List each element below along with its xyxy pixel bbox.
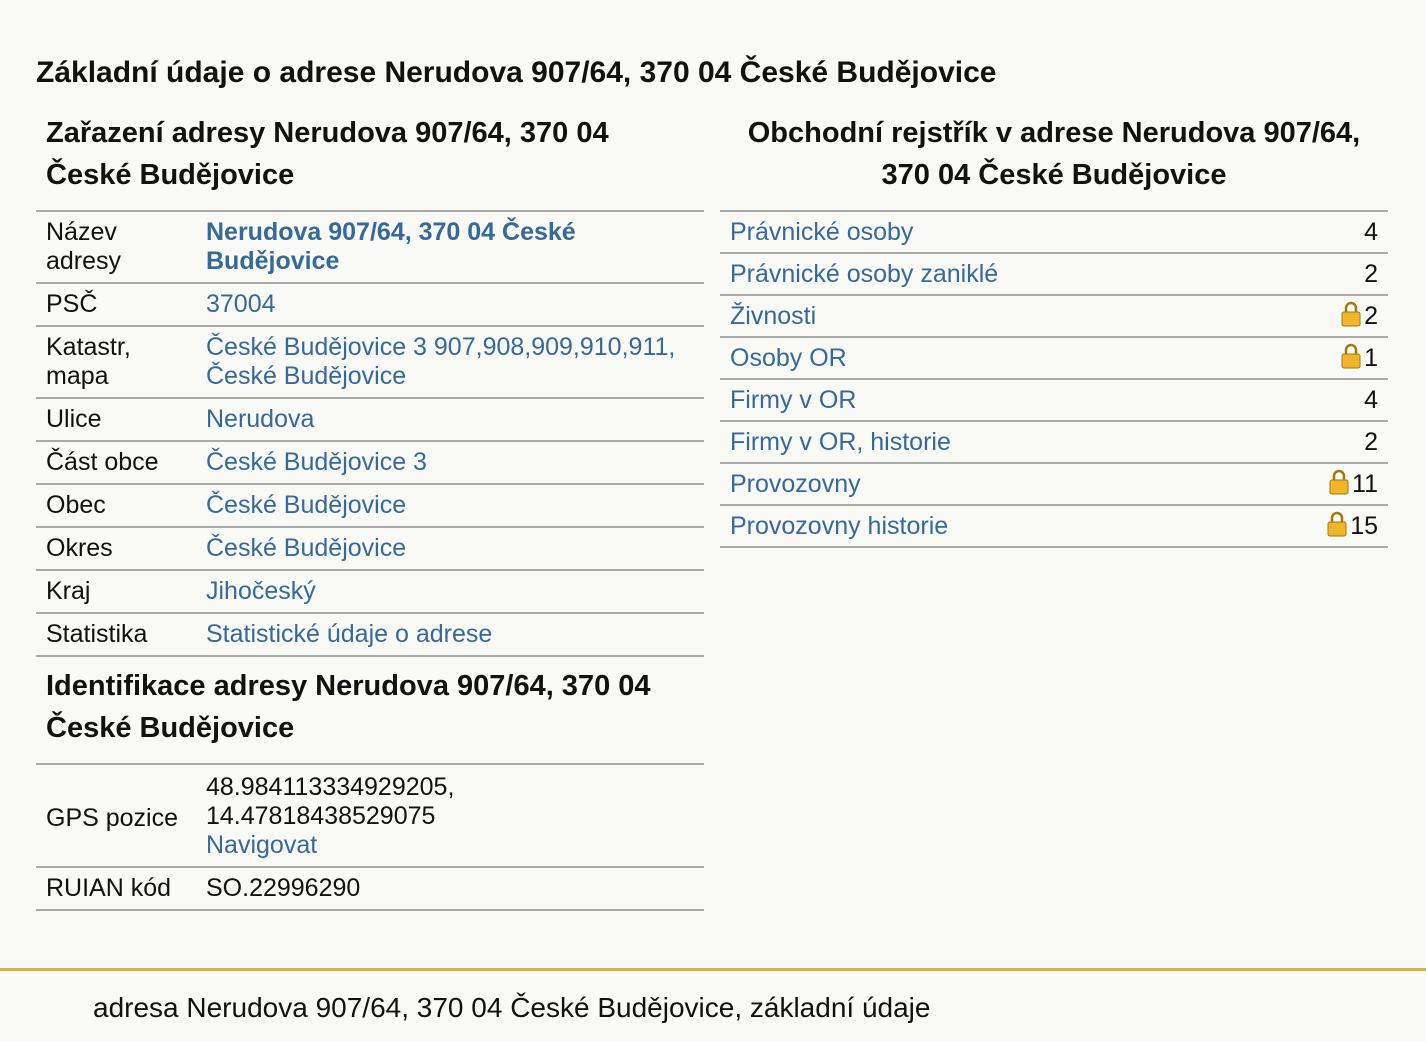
identification-title: Identifikace adresy Nerudova 907/64, 370 04 České Budějovice (46, 670, 651, 744)
table-row (36, 398, 704, 441)
table-row (36, 867, 704, 910)
gps-latitude: 48.984113334929205, (206, 773, 455, 801)
city-part-link[interactable]: České Budějovice 3 (206, 448, 427, 476)
row-key: Část obce (36, 441, 196, 484)
table-row (720, 253, 1388, 295)
table-row (720, 211, 1388, 253)
street-link[interactable]: Nerudova (206, 405, 315, 433)
cadastre-map-link[interactable]: České Budějovice (206, 362, 407, 390)
register-count: 15 (1350, 512, 1378, 540)
table-row (36, 441, 704, 484)
register-count: 11 (1352, 470, 1378, 498)
register-count: 1 (1364, 344, 1378, 372)
row-key: Obec (36, 484, 196, 527)
statistics-link[interactable]: Statistické údaje o adrese (206, 620, 493, 648)
postal-code-link[interactable]: 37004 (206, 290, 276, 318)
row-key: Katastr, mapa (36, 326, 196, 398)
register-count: 2 (1256, 421, 1388, 463)
row-key: PSČ (36, 283, 196, 326)
lock-icon (1341, 301, 1361, 327)
district-link[interactable]: České Budějovice (206, 534, 407, 562)
identification-table (36, 763, 704, 911)
register-table (720, 210, 1388, 548)
table-row (720, 379, 1388, 421)
table-row (36, 283, 704, 326)
footer-divider (0, 968, 1426, 971)
ruian-value: SO.22996290 (196, 867, 704, 910)
ruian-key: RUIAN kód (36, 867, 196, 910)
table-row (36, 326, 704, 398)
table-row (36, 211, 704, 283)
table-row (36, 484, 704, 527)
register-link-companies-or-history[interactable]: Firmy v OR, historie (730, 427, 951, 456)
table-row (720, 421, 1388, 463)
lock-icon (1327, 511, 1347, 537)
register-link-trades[interactable]: Živnosti (730, 301, 817, 330)
row-key: Statistika (36, 613, 196, 656)
register-count: 2 (1364, 302, 1378, 330)
cadastre-link[interactable]: České Budějovice 3 907,908,909,910,911, (206, 333, 676, 361)
register-link-establishments[interactable]: Provozovny (730, 469, 861, 498)
table-row (36, 570, 704, 613)
row-key: Okres (36, 527, 196, 570)
table-row (720, 463, 1388, 505)
lock-icon (1341, 343, 1361, 369)
register-title: Obchodní rejstřík v adrese Nerudova 907/64, 370 04 České Budějovice (747, 117, 1361, 191)
footer-text: adresa Nerudova 907/64, 370 04 České Budějovice, základní údaje (93, 992, 931, 1023)
business-register-section (720, 112, 1388, 548)
lock-icon (1329, 469, 1349, 495)
row-key: Ulice (36, 398, 196, 441)
municipality-link[interactable]: České Budějovice (206, 491, 407, 519)
page-title: Základní údaje o adrese Nerudova 907/64, 370 04 České Budějovice (36, 56, 997, 89)
register-link-persons-or[interactable]: Osoby OR (730, 343, 847, 372)
register-link-defunct-legal-entities[interactable]: Právnické osoby zaniklé (730, 259, 999, 288)
row-key: Název adresy (36, 211, 196, 283)
register-link-legal-entities[interactable]: Právnické osoby (730, 217, 914, 246)
register-count: 2 (1256, 253, 1388, 295)
row-key: Kraj (36, 570, 196, 613)
navigate-link[interactable]: Navigovat (206, 831, 318, 859)
address-name-link[interactable]: Nerudova 907/64, 370 04 České Budějovice (206, 218, 576, 275)
table-row (720, 295, 1388, 337)
table-row (720, 337, 1388, 379)
classification-title: Zařazení adresy Nerudova 907/64, 370 04 České Budějovice (46, 117, 609, 191)
table-row (36, 764, 704, 867)
table-row (36, 527, 704, 570)
table-row (720, 505, 1388, 547)
table-row (36, 613, 704, 656)
register-count: 4 (1256, 211, 1388, 253)
register-link-companies-or[interactable]: Firmy v OR (730, 385, 857, 414)
region-link[interactable]: Jihočeský (206, 577, 316, 605)
register-count: 4 (1256, 379, 1388, 421)
gps-key: GPS pozice (36, 764, 196, 867)
classification-table (36, 210, 704, 657)
address-classification-section (36, 112, 704, 911)
gps-longitude: 14.47818438529075 (206, 802, 436, 830)
register-link-establishments-history[interactable]: Provozovny historie (730, 511, 949, 540)
